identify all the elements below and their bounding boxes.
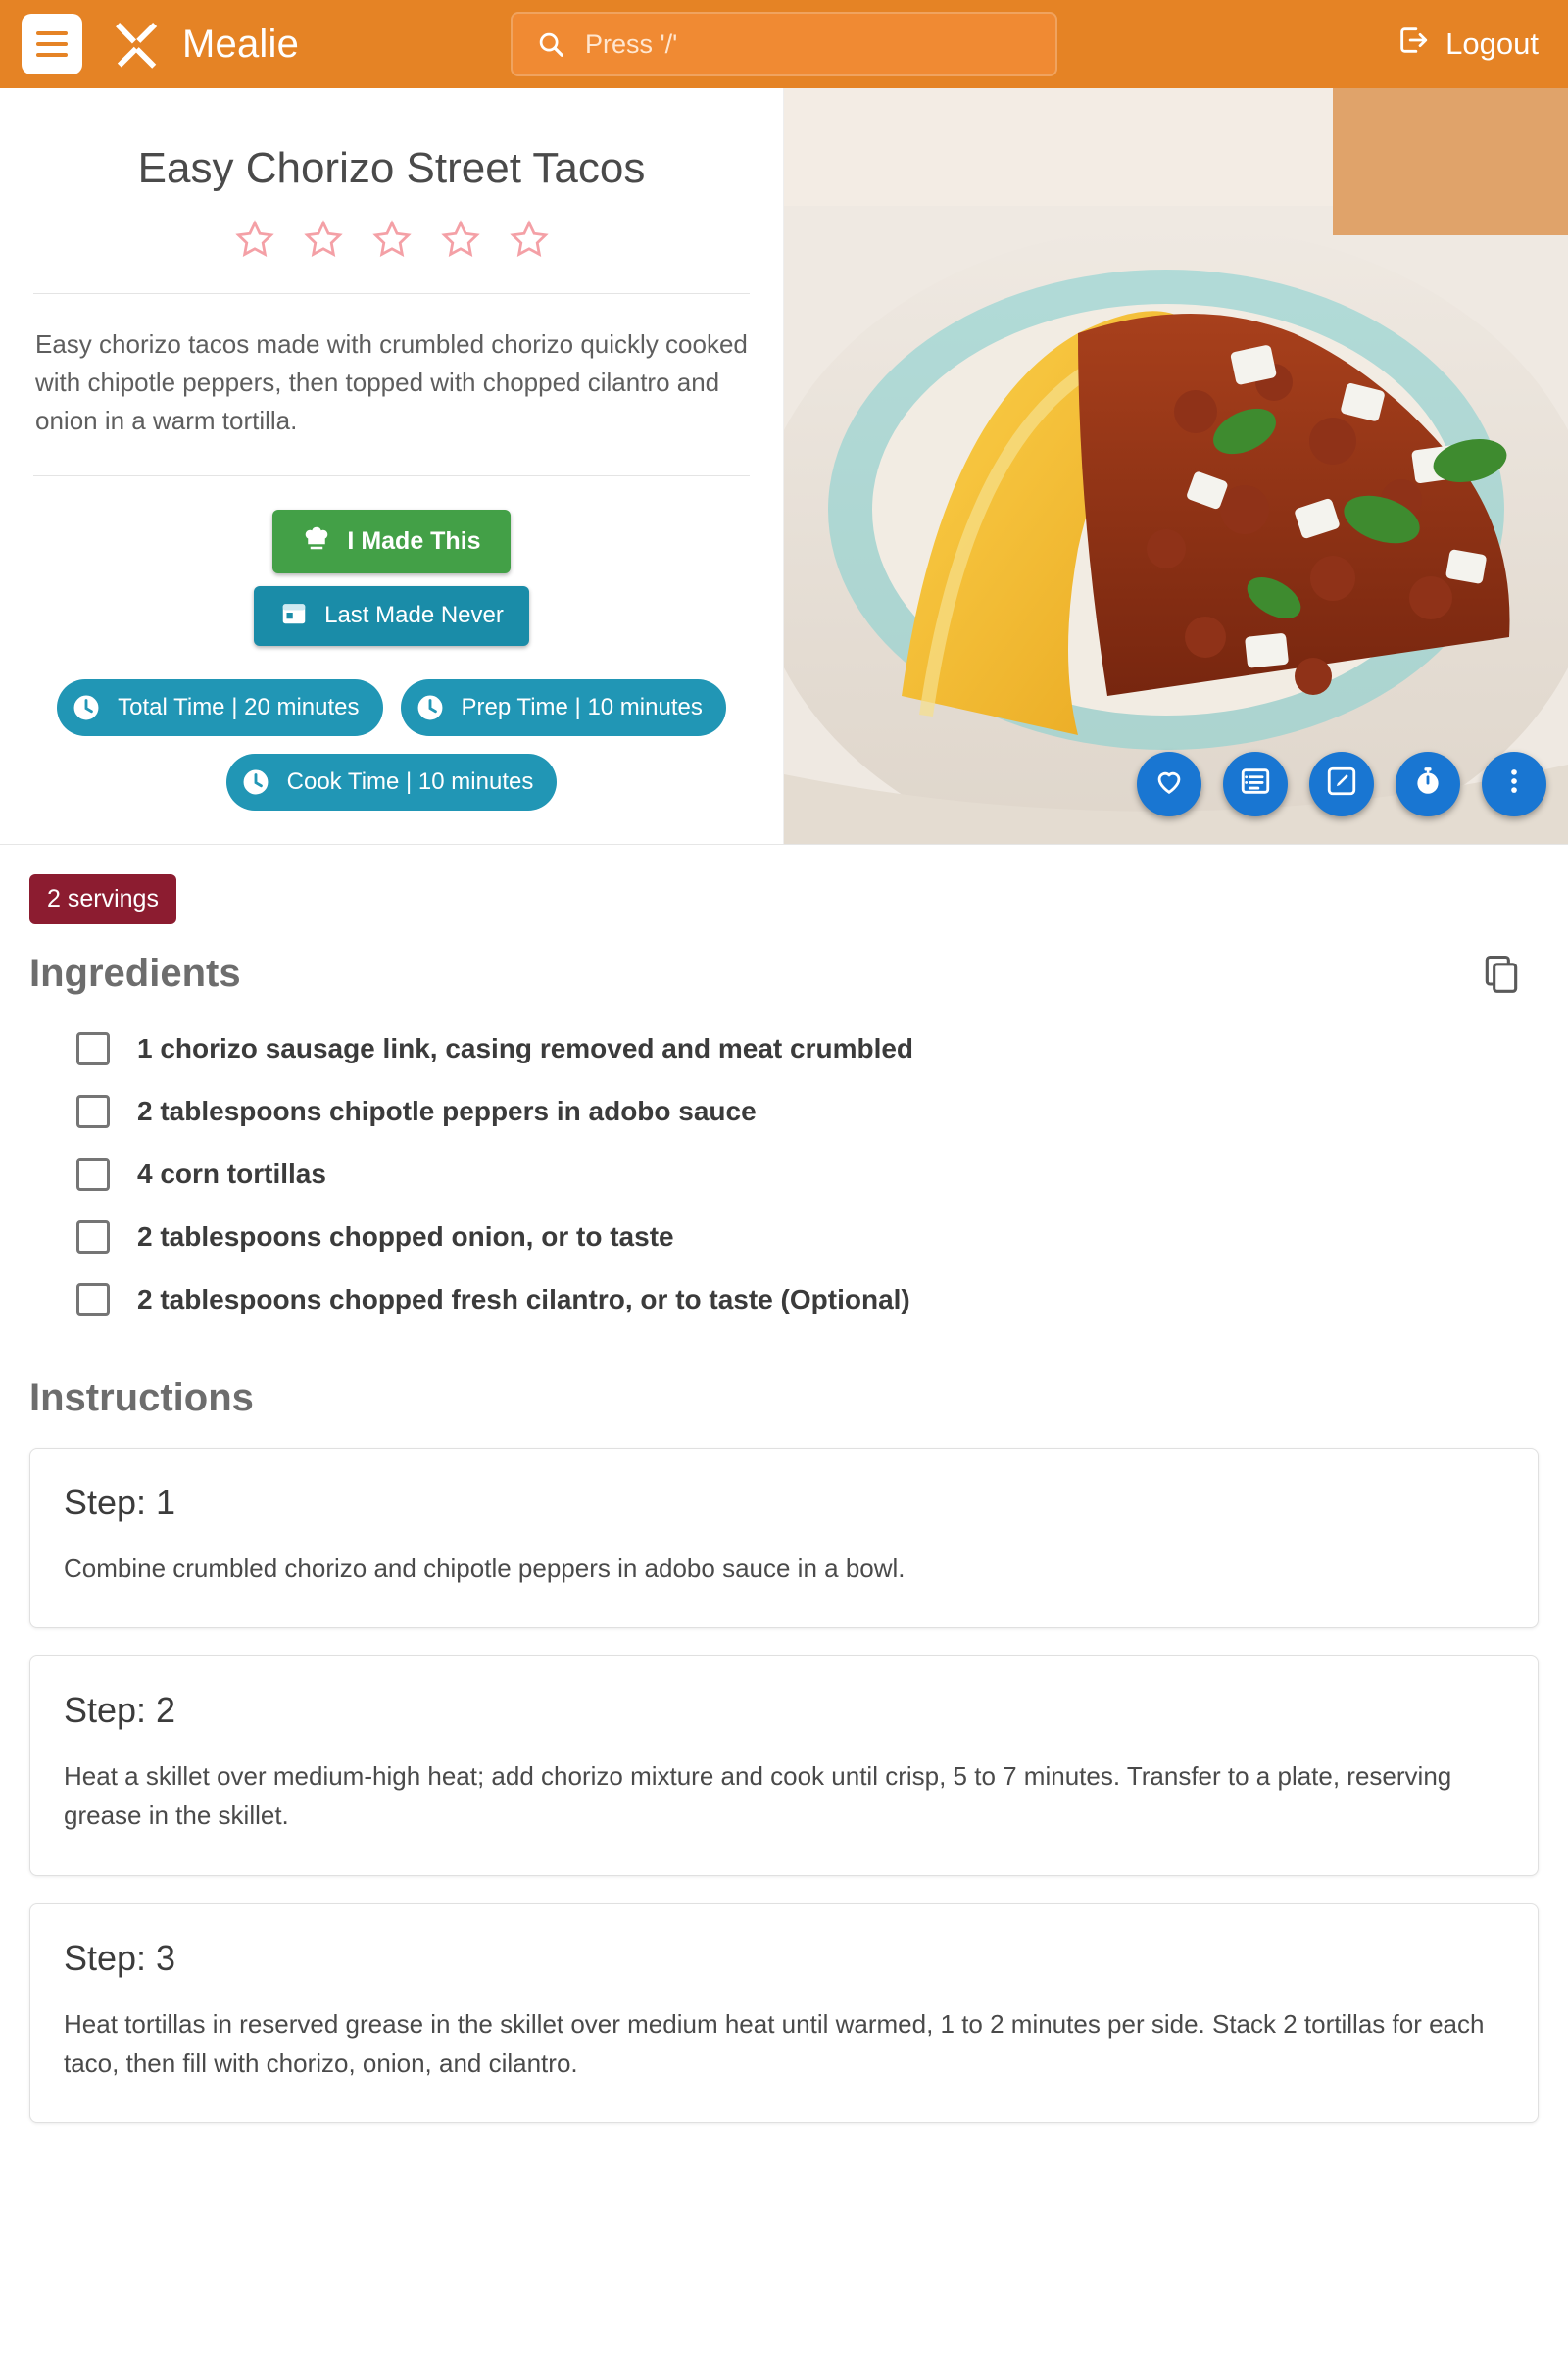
instruction-step[interactable] (29, 1448, 1539, 1628)
i-made-this-button[interactable] (272, 510, 510, 573)
recipe-photo (784, 88, 1568, 844)
ingredient-checkbox[interactable] (76, 1220, 110, 1254)
step-text: Combine crumbled chorizo and chipotle peppers in adobo sauce in a bowl. (64, 1553, 906, 1583)
search-input[interactable] (583, 28, 1032, 61)
time-chips (33, 679, 750, 811)
search-icon (536, 29, 565, 59)
i-made-this-label: I Made This (347, 526, 481, 555)
chef-hat-icon (302, 523, 331, 560)
last-made-button[interactable] (254, 586, 529, 646)
search-box[interactable] (511, 12, 1057, 76)
star-outline-icon[interactable] (303, 219, 344, 260)
recipe-list-button[interactable] (1223, 752, 1288, 816)
instructions-title: Instructions (29, 1375, 254, 1419)
prep-time-chip[interactable] (401, 679, 726, 736)
fork-knife-logo-icon (110, 18, 163, 71)
divider (33, 293, 750, 294)
ingredients-header (29, 952, 1539, 996)
clock-icon (413, 690, 448, 725)
timer-icon (1411, 765, 1445, 803)
page-title: Easy Chorizo Street Tacos (137, 144, 646, 192)
heart-icon (1152, 765, 1186, 803)
hamburger-bar (36, 42, 68, 46)
clock-icon (69, 690, 104, 725)
step-heading: Step: 2 (64, 1690, 176, 1731)
list-item[interactable] (29, 1268, 1539, 1331)
instruction-step[interactable] (29, 1655, 1539, 1876)
ingredient-label: 2 tablespoons chopped onion, or to taste (137, 1220, 674, 1252)
action-buttons (33, 510, 750, 646)
recipe-hero (0, 88, 1568, 845)
total-time-chip[interactable] (57, 679, 382, 736)
recipe-image (784, 88, 1568, 844)
ingredient-label: 1 chorizo sausage link, casing removed and meat crumbled (137, 1032, 914, 1063)
copy-icon[interactable] (1480, 952, 1523, 995)
step-heading: Step: 3 (64, 1937, 176, 1978)
timer-button[interactable] (1396, 752, 1460, 816)
list-icon (1239, 765, 1272, 803)
instruction-step[interactable] (29, 1903, 1539, 2124)
recipe-description: Easy chorizo tacos made with crumbled chorizo quickly cooked with chipotle peppers, then topped with chopped cilantro and onion in a warm tortilla. (35, 328, 748, 435)
prep-time-label: Prep Time | 10 minutes (461, 693, 703, 720)
logout-button[interactable] (1396, 24, 1539, 65)
ingredient-checkbox[interactable] (76, 1032, 110, 1065)
star-outline-icon[interactable] (509, 219, 550, 260)
cook-time-chip[interactable] (226, 754, 558, 811)
logout-icon (1396, 24, 1430, 65)
list-item[interactable] (29, 1080, 1539, 1143)
app-brand-title: Mealie (182, 22, 300, 66)
logout-label: Logout (1446, 26, 1539, 61)
hamburger-menu-icon[interactable] (22, 14, 82, 74)
star-outline-icon[interactable] (234, 219, 275, 260)
recipe-summary-panel (0, 88, 784, 844)
calendar-icon (279, 598, 309, 634)
total-time-label: Total Time | 20 minutes (118, 693, 360, 720)
ingredients-title: Ingredients (29, 951, 241, 995)
ingredients-list (29, 1017, 1539, 1331)
ingredient-label: 4 corn tortillas (137, 1158, 326, 1189)
servings-badge[interactable]: 2 servings (29, 874, 176, 924)
pencil-square-icon (1325, 765, 1358, 803)
list-item[interactable] (29, 1017, 1539, 1080)
rating-stars[interactable] (33, 219, 750, 260)
list-item[interactable] (29, 1143, 1539, 1206)
cook-time-label: Cook Time | 10 minutes (286, 767, 534, 795)
step-text: Heat a skillet over medium-high heat; add chorizo mixture and cook until crisp, 5 to 7 minutes. Transfer to a plate, reserving grease in the skillet. (64, 1761, 1452, 1831)
star-outline-icon[interactable] (440, 219, 481, 260)
recipe-content (0, 845, 1568, 2123)
clock-icon (238, 765, 273, 800)
edit-button[interactable] (1309, 752, 1374, 816)
ingredient-label: 2 tablespoons chopped fresh cilantro, or to taste (Optional) (137, 1283, 910, 1314)
hamburger-bar (36, 53, 68, 57)
star-outline-icon[interactable] (371, 219, 413, 260)
dots-vertical-icon (1497, 765, 1531, 803)
recipe-action-fabs (1137, 752, 1546, 816)
ingredient-checkbox[interactable] (76, 1158, 110, 1191)
ingredient-checkbox[interactable] (76, 1283, 110, 1316)
step-heading: Step: 1 (64, 1481, 176, 1522)
divider (33, 475, 750, 476)
step-text: Heat tortillas in reserved grease in the skillet over medium heat until warmed, 1 to 2 minutes per side. Stack 2 tortillas for each taco, then fill with chorizo, onion, and cilantro. (64, 2008, 1485, 2078)
more-options-button[interactable] (1482, 752, 1546, 816)
app-bar (0, 0, 1568, 88)
last-made-label: Last Made Never (324, 602, 504, 629)
favorite-button[interactable] (1137, 752, 1201, 816)
ingredient-checkbox[interactable] (76, 1095, 110, 1128)
ingredient-label: 2 tablespoons chipotle peppers in adobo sauce (137, 1095, 757, 1126)
hamburger-bar (36, 31, 68, 35)
list-item[interactable] (29, 1206, 1539, 1268)
